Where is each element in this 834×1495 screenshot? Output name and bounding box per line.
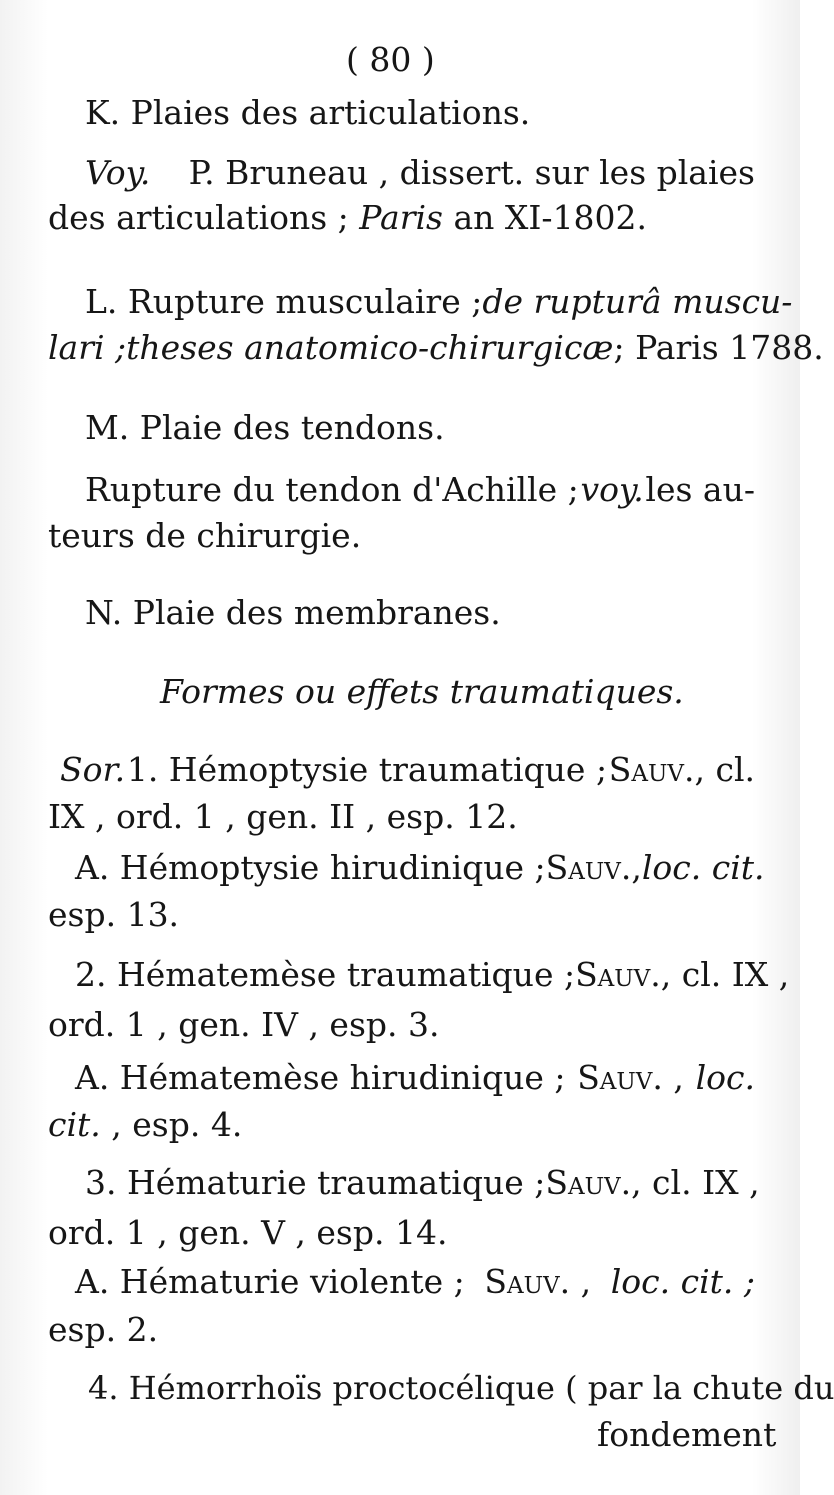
sor-line-2: IX , ord. 1 , gen. II , esp. 12. [48,797,518,836]
entry-text: 2. Hématemèse traumatique ; [75,955,576,994]
sor-line-14: fondement [597,1415,777,1454]
section-k-ref-line2 [48,198,647,238]
ref-end: , esp. 4. [111,1105,243,1144]
sor-line-4: esp. 13. [48,895,180,934]
sor-line-8 [48,1105,242,1145]
ref-city: Paris [359,198,443,237]
sor-line-11 [75,1262,755,1302]
section-l-line2 [48,328,824,368]
loc-cit: loc. cit. ; [610,1262,755,1301]
entry-text: A. Hématurie violente ; [75,1262,465,1301]
section-l-line1 [85,282,793,322]
ref-text: des articulations ; [48,198,349,237]
sauv-ref: Sauv. [608,750,695,789]
sauv-ref: Sauv. , [577,1058,684,1097]
sauv-ref: Sauv., [545,848,642,887]
voy-abbrev: Voy. [85,153,151,192]
ref-year: an XI-1802. [453,198,648,237]
theses-title: theses anatomico-chirurgicæ [126,328,614,367]
achilles-line2: teurs de chirurgie. [48,516,362,555]
section-heading: Formes ou effets traumatiques. [160,672,684,711]
section-m-title: M. Plaie des tendons. [85,408,445,447]
section-k-title: K. Plaies des articulations. [85,93,531,132]
bruneau-reference: P. Bruneau , dissert. sur les plaies [188,153,755,192]
loc-cit: loc. [695,1058,755,1097]
sauv-ref: Sauv. , [484,1262,592,1301]
rupture-musculaire: L. Rupture musculaire ; [85,282,483,321]
entry-text: 3. Hématurie traumatique ; [85,1163,546,1202]
entry-text: A. Hémoptysie hirudinique ; [75,848,546,887]
achilles-text-cont: les au- [645,470,755,509]
ref-end: , cl. IX , [660,955,790,994]
ref-end: , cl. [694,750,755,789]
sor-line-9 [85,1163,760,1203]
theses-place-date: ; Paris 1788. [613,328,824,367]
page-number: ( 80 ) [346,40,435,79]
achilles-text: Rupture du tendon d'Achille ; [85,470,579,509]
voy-abbrev: voy. [580,470,644,509]
sor-line-5 [75,955,790,995]
ref-end: , cl. IX , [631,1163,760,1202]
section-n-title: N. Plaie des membranes. [85,593,501,632]
entry-text: A. Hématemèse hirudinique ; [75,1058,566,1097]
sauv-ref: Sauv. [545,1163,632,1202]
sor-label: Sor. [60,750,126,789]
sor-line-1 [60,750,755,790]
achilles-line1 [85,470,755,510]
latin-title-end: lari ; [48,328,127,367]
section-k-ref-line1 [85,153,755,193]
entry-text: 1. Hémoptysie traumatique ; [126,750,608,789]
loc-cit: loc. cit. [641,848,765,887]
sor-line-3 [75,848,765,888]
sor-line-12: esp. 2. [48,1310,159,1349]
sor-line-6: ord. 1 , gen. IV , esp. 3. [48,1005,440,1044]
sor-line-13: 4. Hémorrhoïs proctocélique ( par la chute du [88,1369,834,1407]
sor-line-10: ord. 1 , gen. V , esp. 14. [48,1213,448,1252]
latin-title: de rupturâ muscu- [482,282,793,321]
sor-line-7 [75,1058,755,1098]
sauv-ref: Sauv. [575,955,661,994]
cit-abbrev: cit. [48,1105,101,1144]
